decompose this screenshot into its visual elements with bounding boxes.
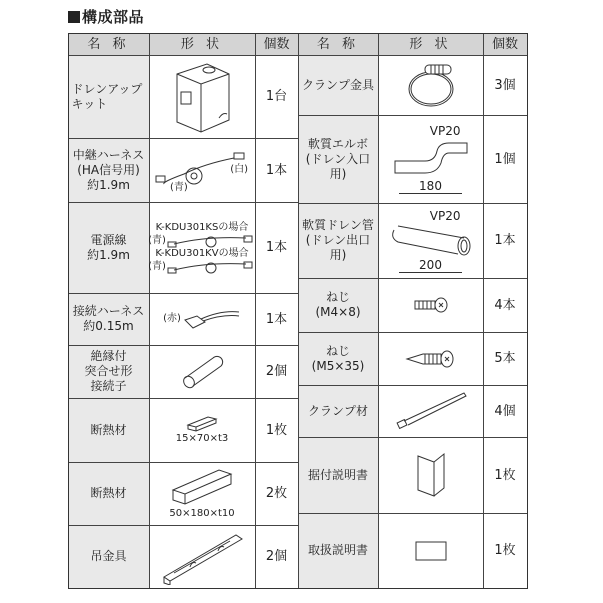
shape-figure [391, 139, 471, 179]
part-name-cell [298, 332, 379, 386]
insulation-large-icon [169, 468, 235, 508]
part-name-cell [68, 293, 150, 346]
shape-figure [163, 306, 241, 332]
header-shape-text: 形 状 [180, 36, 224, 52]
part-name [90, 423, 126, 438]
part-count: 1枚 [494, 543, 516, 558]
shape-figure [414, 452, 448, 498]
part-shape-cell [378, 278, 484, 333]
drain-up-kit-icon [167, 60, 237, 134]
dimension-label: VP20 [429, 124, 461, 138]
shape-figure [388, 224, 474, 258]
part-count: 1本 [265, 240, 288, 255]
part-name-line: 取扱説明書 [307, 543, 368, 557]
part-count-cell [483, 332, 528, 386]
part-name [299, 137, 378, 182]
insulation-small-icon [184, 415, 220, 433]
part-count-cell [255, 398, 299, 463]
part-name-line: クランプ材 [307, 403, 368, 418]
shape-figure [177, 352, 227, 392]
shape-figure [411, 297, 451, 313]
part-shape-cell [149, 398, 256, 463]
part-name [312, 344, 365, 374]
part-count-cell [483, 55, 528, 116]
part-count-cell [483, 115, 528, 204]
part-name-cell [298, 513, 379, 589]
part-name [90, 549, 126, 564]
part-shape-cell [149, 202, 256, 294]
part-name-line: (ドレン出口用) [305, 233, 371, 262]
part-count: 2個 [265, 364, 288, 379]
part-count: 1枚 [265, 422, 288, 438]
part-shape-cell [149, 525, 256, 589]
part-name [308, 404, 368, 419]
part-name-line: 突合せ形 [84, 364, 133, 378]
part-name-line: 中継ハーネス [72, 147, 145, 162]
header-count-text: 個数 [491, 36, 518, 52]
part-name-cell [68, 398, 150, 463]
part-name-line: キット [71, 96, 108, 111]
part-name [72, 82, 143, 112]
dimension-label: 50×180×t10 [169, 507, 235, 519]
header-name-text: 名 称 [87, 36, 130, 52]
header-count [255, 33, 299, 56]
part-count-cell [483, 203, 528, 279]
square-bullet-icon [68, 11, 80, 23]
part-count: 1台 [265, 89, 288, 104]
part-name [87, 233, 130, 263]
part-name-cell [298, 278, 379, 333]
part-name-line: (ドレン入口用) [305, 151, 371, 181]
part-name-cell [68, 202, 150, 294]
operation-manual-icon [414, 540, 448, 562]
part-shape-cell [149, 55, 256, 139]
power-cord-icon [166, 234, 256, 248]
part-count-cell [483, 278, 528, 333]
part-shape-cell [149, 293, 256, 346]
hose-clamp-icon [401, 59, 461, 111]
part-count: 2枚 [265, 486, 288, 501]
part-shape-cell [149, 462, 256, 526]
part-shape-cell [378, 203, 484, 279]
hanging-bracket-icon [160, 529, 244, 585]
header-count [483, 33, 528, 56]
screw-m4-icon [411, 297, 451, 313]
part-name-cell [68, 55, 150, 139]
header-shape [149, 33, 256, 56]
header-count-text: 個数 [263, 36, 290, 52]
section-title [68, 6, 144, 27]
part-count-cell [483, 385, 528, 438]
part-name-line: 約1.9m [87, 177, 130, 192]
part-name-cell [298, 437, 379, 514]
shape-figure [169, 468, 235, 508]
shape-figure [403, 350, 459, 368]
part-name-line: (M5×35) [311, 358, 365, 373]
part-count-cell [255, 462, 299, 526]
screw-m5-icon [403, 350, 459, 368]
part-count-cell [255, 293, 299, 346]
part-name-cell [68, 462, 150, 526]
dimension-label: 180 [399, 179, 462, 194]
part-name-line: 断熱材 [90, 422, 127, 437]
part-name-line: ねじ [325, 290, 350, 304]
variant-label: K-KDU301KSの場合 [155, 221, 249, 233]
part-name [84, 349, 132, 394]
part-name-line: 接続ハーネス [72, 304, 145, 318]
part-name-line: (M4×8) [315, 305, 361, 319]
header-shape-text: 形 状 [409, 36, 452, 52]
part-shape-cell [149, 138, 256, 203]
part-name-cell [298, 55, 379, 116]
cord-variant [148, 234, 256, 248]
part-name-cell [68, 525, 150, 589]
shape-figure [160, 529, 244, 585]
insulated-connector-icon [177, 352, 227, 392]
shape-figure [154, 150, 250, 193]
variant-label: K-KDU301KVの場合 [155, 247, 249, 259]
part-shape-cell [378, 513, 484, 589]
part-name-line: 軟質エルボ [307, 136, 368, 151]
part-count: 2個 [265, 549, 288, 564]
part-count: 1枚 [494, 467, 516, 483]
part-name-line: 電源線 [90, 232, 127, 247]
part-name-line: 絶縁付 [90, 349, 127, 363]
part-count: 1本 [265, 162, 288, 178]
part-name-line: 接続子 [90, 379, 127, 393]
header-name-text: 名 称 [316, 36, 360, 52]
part-name-line: 断熱材 [90, 486, 127, 500]
color-label: (青) [148, 260, 166, 272]
part-name [315, 290, 360, 320]
connection-harness-icon [181, 306, 241, 332]
part-name-cell [68, 345, 150, 399]
installation-manual-icon [414, 452, 448, 498]
part-count-cell [255, 525, 299, 589]
part-name [299, 218, 378, 263]
part-count: 1個 [494, 151, 516, 167]
part-shape-cell [378, 115, 484, 204]
soft-elbow-icon [391, 139, 471, 179]
shape-figure [184, 415, 220, 433]
color-label: (青) [148, 234, 166, 246]
part-name-line: 軟質ドレン管 [302, 218, 374, 232]
color-label: (白) [230, 164, 248, 175]
dimension-label: 200 [399, 258, 462, 273]
part-count: 1本 [265, 311, 288, 327]
part-name-cell [298, 203, 379, 279]
shape-figure [394, 391, 468, 431]
color-label: (赤) [163, 313, 181, 324]
power-cord-icon [166, 260, 256, 274]
shape-figure [401, 59, 461, 111]
cable-tie-icon [394, 391, 468, 431]
part-count-cell [255, 138, 299, 203]
part-count: 3個 [494, 77, 516, 93]
part-count-cell [483, 437, 528, 514]
part-shape-cell [378, 437, 484, 514]
shape-figure [414, 540, 448, 562]
part-name-line: ねじ [325, 343, 350, 358]
part-count: 1本 [494, 233, 516, 248]
part-name-line: 約1.9m [87, 247, 130, 262]
header-name [68, 33, 150, 56]
part-shape-cell [149, 345, 256, 399]
part-count: 4本 [494, 297, 516, 313]
part-count: 4個 [494, 403, 516, 419]
dimension-label: 15×70×t3 [175, 433, 229, 444]
part-count: 5本 [494, 351, 516, 366]
cord-variant [148, 260, 256, 274]
part-name-line: 吊金具 [90, 549, 127, 563]
header-name [298, 33, 379, 56]
part-name-cell [68, 138, 150, 203]
part-name-line: 約0.15m [83, 319, 134, 333]
part-shape-cell [378, 385, 484, 438]
part-name-line: ドレンアップ [71, 81, 143, 96]
part-name-cell [298, 115, 379, 204]
part-name [308, 468, 368, 483]
part-shape-cell [378, 332, 484, 386]
dimension-label: VP20 [429, 208, 461, 223]
part-name [73, 148, 144, 193]
part-name-line: クランプ金具 [301, 77, 374, 92]
part-count-cell [255, 345, 299, 399]
part-shape-cell [378, 55, 484, 116]
part-name [73, 304, 144, 334]
shape-figure [167, 60, 237, 134]
soft-drain-pipe-icon [388, 224, 474, 258]
part-count-cell [483, 513, 528, 589]
part-name-cell [298, 385, 379, 438]
part-name [308, 543, 368, 558]
part-name-line: 据付説明書 [307, 467, 368, 482]
header-shape [378, 33, 484, 56]
part-name [90, 486, 126, 501]
section-title-text: 構成部品 [82, 8, 145, 26]
part-count-cell [255, 202, 299, 294]
part-count-cell [255, 55, 299, 139]
color-label: (青) [170, 182, 188, 193]
part-name [302, 78, 374, 93]
part-name-line: (HA信号用) [77, 162, 140, 177]
